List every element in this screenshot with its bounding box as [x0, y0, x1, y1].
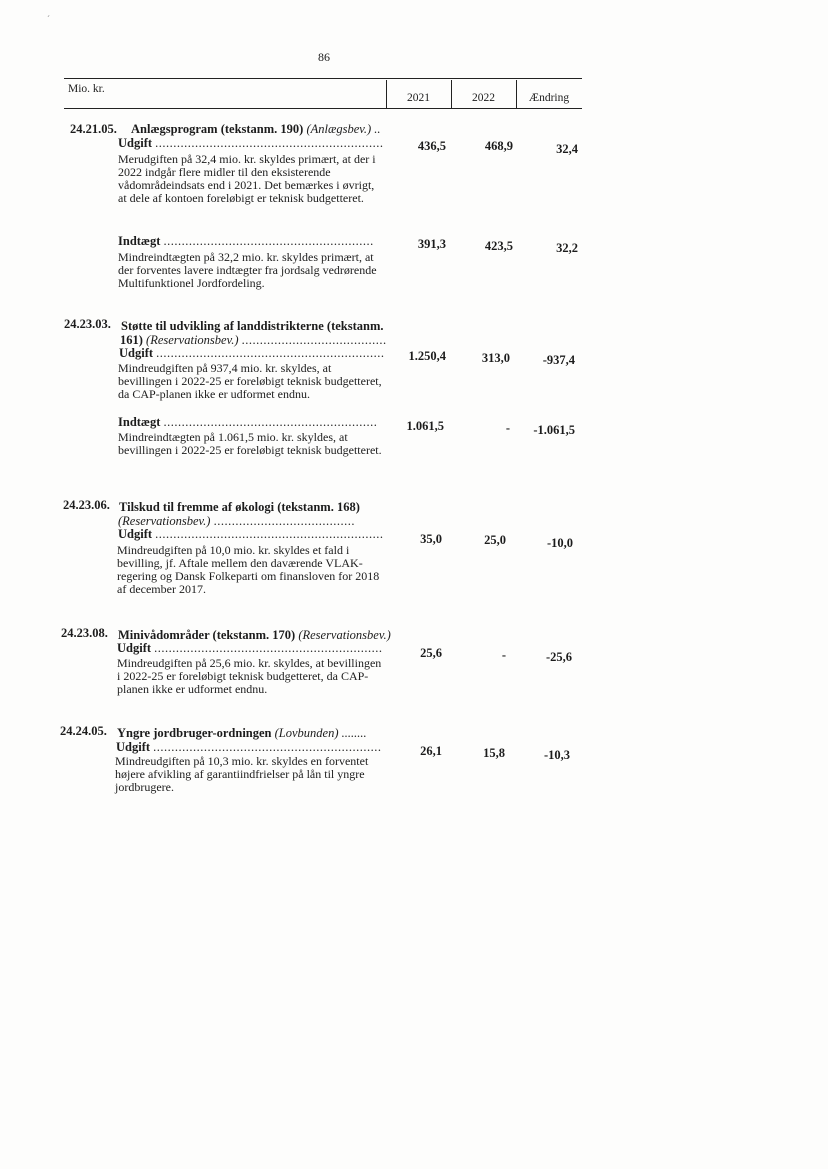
value-2021: 391,3: [417, 237, 446, 251]
line-label: Udgift ...............................................................: [119, 346, 385, 360]
line-note: Mindreudgiften på 25,6 mio. kr. skyldes, at bevillingen i 2022-25 er foreløbigt teknisk budgetteret, da CAP-planen ikke er udformet endnu.: [117, 656, 382, 696]
value-change: -937,4: [542, 353, 575, 367]
value-change: -1.061,5: [533, 423, 575, 437]
account-code: 24.23.08.: [61, 626, 108, 640]
scan-mark: ˊ: [47, 14, 50, 24]
line-label: Udgift ...............................................................: [118, 527, 384, 541]
page-number: 86: [318, 50, 330, 64]
value-change: -10,0: [546, 536, 573, 550]
entry-title: Minivådområder (tekstanm. 170) (Reservationsbev.): [118, 628, 391, 642]
account-code: 24.23.03.: [64, 317, 111, 331]
value-change: -25,6: [545, 650, 572, 664]
value-2022: 423,5: [484, 239, 513, 253]
line-note: Mindreudgiften på 10,3 mio. kr. skyldes en forventet højere afvikling af garantiindfrielser på lån til yngre jordbrugere.: [115, 754, 369, 794]
entry-title-continued: 161) (Reservationsbev.) ........................................: [120, 333, 387, 347]
value-2022: 15,8: [483, 746, 505, 760]
account-code: 24.21.05.: [70, 122, 117, 136]
value-2022: 468,9: [484, 139, 513, 153]
entry-title: Yngre jordbruger-ordningen (Lovbunden) ........: [117, 726, 367, 740]
value-2021: 25,6: [420, 646, 442, 660]
line-label: Indtægt ..........................................................: [118, 234, 374, 248]
line-label: Udgift ...............................................................: [117, 641, 383, 655]
header-bottom-rule: [64, 108, 582, 109]
line-note: Merudgiften på 32,4 mio. kr. skyldes primært, at der i 2022 indgår flere midler til den eksisterende vådområdeindsats end i 2021. Det bemærkes i øvrigt, at dele af kontoen foreløbigt er teknisk budgetteret.: [118, 152, 376, 205]
value-2021: 1.250,4: [408, 349, 446, 363]
unit-label: Mio. kr.: [68, 83, 105, 95]
line-note: Mindreudgiften på 937,4 mio. kr. skyldes, at bevillingen i 2022-25 er foreløbigt teknisk budgetteret, da CAP-planen ikke er udformet endnu.: [118, 361, 382, 401]
value-2021: 26,1: [420, 744, 442, 758]
line-label: Udgift ...............................................................: [118, 136, 384, 150]
value-2021: 1.061,5: [406, 419, 444, 433]
entry-title: Tilskud til fremme af økologi (tekstanm. 168): [119, 500, 360, 514]
value-change: -10,3: [543, 748, 570, 762]
header-top-rule: [64, 78, 582, 79]
value-2021: 436,5: [417, 139, 446, 153]
line-note: Mindreindtægten på 32,2 mio. kr. skyldes primært, at der forventes lavere indtægter fra jordsalg vedrørende Multifunktionel Jordfordeling.: [118, 250, 377, 290]
line-label: Udgift ...............................................................: [116, 740, 382, 754]
entry-title: Anlægsprogram (tekstanm. 190) (Anlægsbev.) ..: [131, 122, 381, 136]
account-code: 24.23.06.: [63, 498, 110, 512]
value-2022: 25,0: [484, 533, 506, 547]
account-code: 24.24.05.: [60, 724, 107, 738]
column-header-2022: 2022: [472, 92, 495, 104]
value-2022: -: [501, 648, 506, 662]
value-change: 32,4: [556, 142, 578, 156]
column-header-2021: 2021: [407, 92, 430, 104]
line-note: Mindreudgiften på 10,0 mio. kr. skyldes et fald i bevilling, jf. Aftale mellem den daværende VLAK-regering og Dansk Folkeparti om finansloven for 2018 af december 2017.: [117, 543, 380, 596]
line-label: Indtægt ...........................................................: [118, 415, 378, 429]
entry-title-continued: (Reservationsbev.) .......................................: [118, 514, 355, 528]
column-header-change: Ændring: [528, 92, 570, 104]
line-note: Mindreindtægten på 1.061,5 mio. kr. skyldes, at bevillingen i 2022-25 er foreløbigt teknisk budgetteret.: [118, 430, 382, 457]
value-change: 32,2: [556, 241, 578, 255]
entry-title: Støtte til udvikling af landdistrikterne (tekstanm.: [121, 319, 384, 333]
value-2022: -: [505, 421, 510, 435]
value-2021: 35,0: [420, 532, 442, 546]
value-2022: 313,0: [481, 351, 510, 365]
